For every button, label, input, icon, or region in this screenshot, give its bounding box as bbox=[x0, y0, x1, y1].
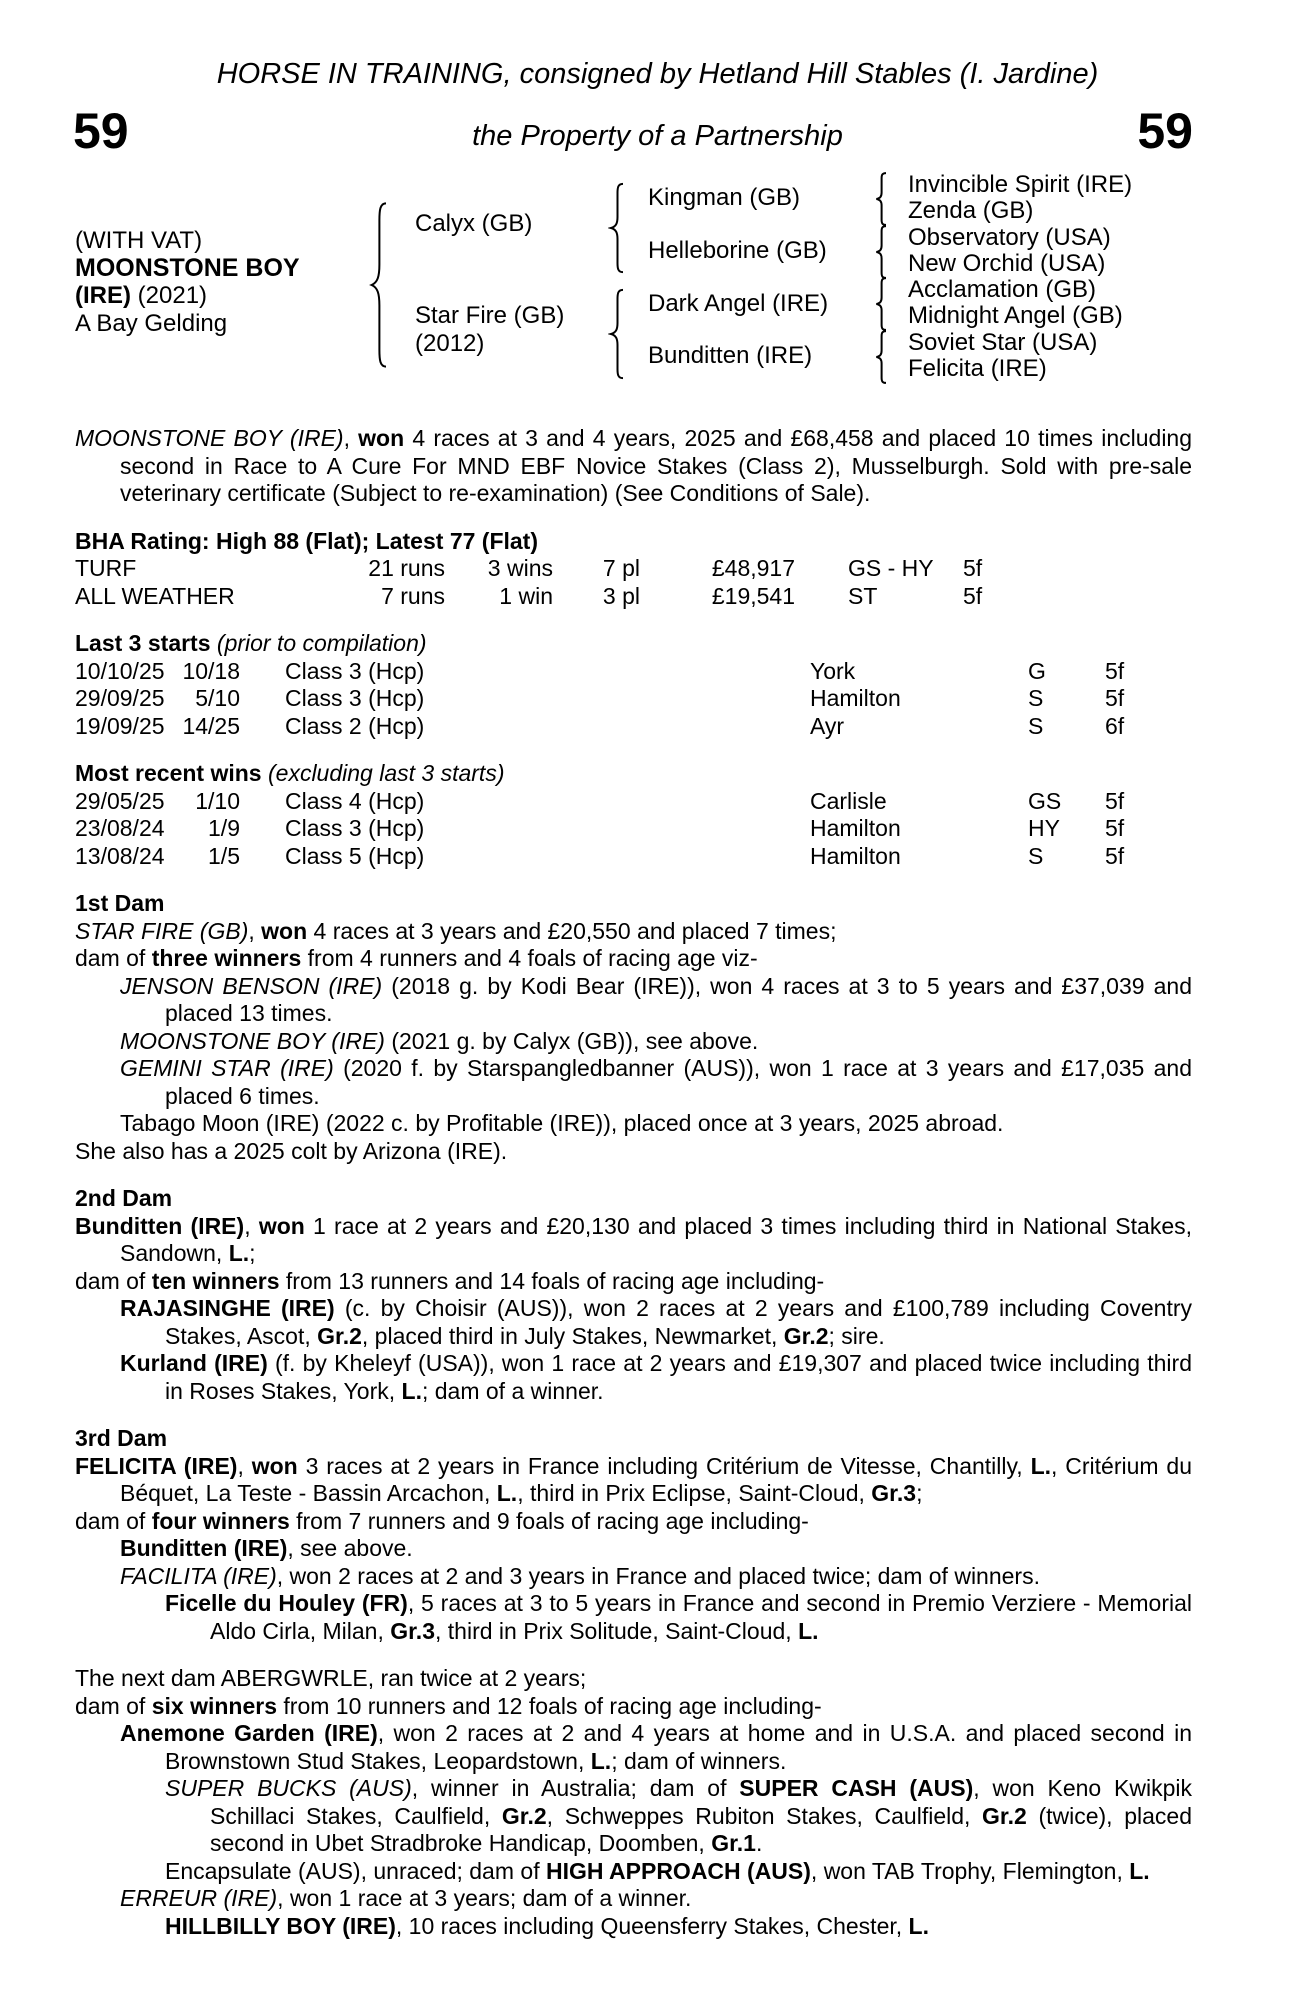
text-segment: dam of bbox=[75, 1507, 152, 1534]
catalogue-paragraph bbox=[75, 1028, 1192, 1056]
stats-earnings: £19,541 bbox=[711, 582, 795, 609]
text-segment: FACILITA (IRE) bbox=[120, 1562, 277, 1589]
section-heading-title: Last 3 starts bbox=[75, 630, 211, 656]
stats-distance: 5f bbox=[963, 555, 983, 581]
text-segment: (2020 f. by Starspangledbanner (AUS)), won 1 race at 3 years and £17,035 and placed 6 times. bbox=[165, 1055, 1192, 1109]
text-segment: ERREUR (IRE) bbox=[120, 1885, 278, 1911]
pedigree-dam-year: (2012) bbox=[415, 330, 485, 357]
pedigree-gen4-name: Felicita (IRE) bbox=[908, 355, 1047, 382]
catalogue-paragraph bbox=[75, 1563, 1192, 1591]
text-segment: , bbox=[244, 1212, 259, 1239]
text-segment: dam of bbox=[75, 1267, 152, 1294]
section-heading-note: (prior to compilation) bbox=[210, 630, 427, 656]
race-class: Class 3 (Hcp) bbox=[285, 657, 425, 684]
text-segment: , won TAB Trophy, Flemington, bbox=[810, 1857, 1130, 1884]
text-segment: , won 1 race at 3 years; dam of a winner. bbox=[277, 1885, 692, 1911]
catalogue-paragraph bbox=[75, 1693, 1192, 1721]
text-segment: , 5 races at 3 to 5 years in France and second in Premio Verziere - Memorial Aldo Cirla, Milan, bbox=[210, 1590, 1192, 1644]
stats-places: 3 pl bbox=[602, 582, 640, 609]
text-segment: 4 races at 3 years and £20,550 and placed 7 times; bbox=[307, 917, 837, 944]
catalogue-paragraph bbox=[75, 1295, 1192, 1350]
race-class: Class 5 (Hcp) bbox=[285, 842, 425, 869]
race-row bbox=[75, 843, 1192, 871]
text-segment: won bbox=[251, 1452, 298, 1479]
stats-runs: 7 runs bbox=[381, 582, 445, 609]
race-distance: 5f bbox=[1105, 787, 1125, 814]
stats-distance: 5f bbox=[963, 582, 983, 609]
section-heading bbox=[75, 528, 1192, 556]
catalogue-paragraph bbox=[75, 1535, 1192, 1563]
race-finish-position: 1/5 bbox=[208, 842, 240, 869]
pedigree-gen4-name: New Orchid (USA) bbox=[908, 250, 1106, 277]
text-segment: Gr.1 bbox=[711, 1830, 756, 1856]
text-segment: L. bbox=[1129, 1857, 1150, 1884]
race-going: GS bbox=[1028, 787, 1062, 814]
catalogue-paragraph bbox=[75, 425, 1192, 508]
text-segment: HILLBILLY BOY (IRE) bbox=[165, 1912, 396, 1939]
subject-description: A Bay Gelding bbox=[75, 310, 228, 337]
text-segment: , 10 races including Queensferry Stakes, Chester, bbox=[395, 1912, 909, 1939]
stats-going-range: GS - HY bbox=[848, 555, 934, 581]
text-segment: ; bbox=[249, 1240, 256, 1266]
race-finish-position: 5/10 bbox=[195, 685, 240, 711]
text-segment: The next dam ABERGWRLE, ran twice at 2 years; bbox=[75, 1665, 587, 1691]
race-distance: 5f bbox=[1105, 842, 1125, 869]
section-heading-title: 3rd Dam bbox=[75, 1425, 168, 1451]
text-segment: , won Keno Kwikpik Schillaci Stakes, Caulfield, bbox=[210, 1775, 1192, 1829]
pedigree-gen4-name: Acclamation (GB) bbox=[908, 276, 1097, 303]
race-date: 10/10/25 bbox=[75, 657, 165, 684]
catalogue-paragraph bbox=[75, 1350, 1192, 1405]
text-segment: , won 2 races at 2 and 3 years in France and placed twice; dam of winners. bbox=[276, 1562, 1040, 1589]
subject-name: MOONSTONE BOY bbox=[75, 254, 300, 282]
text-segment: dam of bbox=[75, 1692, 152, 1719]
section-heading bbox=[75, 890, 1192, 918]
race-finish-position: 1/10 bbox=[195, 787, 240, 814]
pedigree-sire-sire: Kingman (GB) bbox=[648, 184, 801, 211]
text-segment: ten winners bbox=[151, 1267, 280, 1294]
race-distance: 5f bbox=[1105, 685, 1125, 711]
pedigree-brace bbox=[874, 277, 890, 331]
lot-number-right: 59 bbox=[1137, 103, 1193, 159]
text-segment: , bbox=[237, 1452, 252, 1479]
catalogue-body bbox=[75, 425, 1192, 1940]
race-date: 23/08/24 bbox=[75, 815, 165, 841]
catalogue-paragraph bbox=[75, 1508, 1192, 1536]
text-segment: ; sire. bbox=[828, 1322, 885, 1349]
text-segment: (twice), placed second in Ubet Stradbroke Handicap, Doomben, bbox=[210, 1802, 1192, 1856]
catalogue-paragraph bbox=[75, 1665, 1192, 1693]
race-course: Ayr bbox=[810, 712, 845, 739]
text-segment: SUPER CASH (AUS) bbox=[739, 1775, 974, 1801]
race-course: Hamilton bbox=[810, 842, 901, 869]
text-segment: Encapsulate (AUS), unraced; dam of bbox=[165, 1857, 546, 1884]
pedigree-sire: Calyx (GB) bbox=[415, 210, 533, 237]
text-segment: , third in Prix Eclipse, Saint-Cloud, bbox=[517, 1480, 872, 1506]
pedigree-brace bbox=[368, 200, 392, 370]
text-segment: SUPER BUCKS (AUS) bbox=[165, 1775, 412, 1801]
section-heading bbox=[75, 760, 1192, 788]
catalogue-paragraph bbox=[75, 1138, 1192, 1166]
pedigree-dam-sire: Dark Angel (IRE) bbox=[648, 290, 829, 317]
text-segment: , see above. bbox=[287, 1535, 413, 1561]
text-segment: , Critérium du Béquet, La Teste - Bassin Arcachon, bbox=[120, 1452, 1192, 1506]
text-segment: (2018 g. by Kodi Bear (IRE)), won 4 races at 3 to 5 years and £37,039 and placed 13 times. bbox=[165, 972, 1192, 1026]
race-finish-position: 1/9 bbox=[208, 815, 240, 841]
stats-wins: 3 wins bbox=[487, 555, 553, 581]
section-heading-note: (excluding last 3 starts) bbox=[261, 760, 505, 786]
stats-runs: 21 runs bbox=[368, 555, 445, 581]
pedigree-sire-dam: Helleborine (GB) bbox=[648, 237, 827, 264]
stats-wins: 1 win bbox=[499, 582, 553, 609]
text-segment: Gr.2 bbox=[501, 1802, 547, 1829]
section-heading bbox=[75, 630, 1192, 658]
text-segment: Bunditten (IRE) bbox=[120, 1535, 288, 1561]
text-segment: L. bbox=[590, 1747, 612, 1774]
race-date: 19/09/25 bbox=[75, 712, 165, 739]
text-segment: four winners bbox=[151, 1507, 290, 1534]
race-distance: 6f bbox=[1105, 712, 1125, 739]
text-segment: FELICITA (IRE) bbox=[75, 1452, 238, 1479]
consignment-title: HORSE IN TRAINING, consigned by Hetland Hill Stables (I. Jardine) bbox=[216, 58, 1099, 90]
race-distance: 5f bbox=[1105, 815, 1125, 841]
section-heading-title: Most recent wins bbox=[75, 760, 262, 786]
text-segment: GEMINI STAR (IRE) bbox=[120, 1055, 334, 1081]
catalogue-paragraph bbox=[75, 1213, 1192, 1268]
text-segment: STAR FIRE (GB) bbox=[75, 917, 249, 944]
race-course: Carlisle bbox=[810, 787, 887, 814]
text-segment: ; dam of winners. bbox=[611, 1747, 787, 1774]
stats-row bbox=[75, 555, 1192, 583]
text-segment: from 7 runners and 9 foals of racing age including- bbox=[289, 1507, 809, 1534]
pedigree-dam-dam: Bunditten (IRE) bbox=[648, 342, 813, 369]
catalogue-paragraph bbox=[75, 1720, 1192, 1775]
text-segment: L. bbox=[798, 1617, 819, 1644]
pedigree-gen4-name: Zenda (GB) bbox=[908, 197, 1034, 224]
section-heading-title: BHA Rating: High 88 (Flat); Latest 77 (Flat) bbox=[75, 527, 538, 554]
text-segment: , placed third in July Stakes, Newmarket, bbox=[361, 1322, 784, 1349]
subject-year: (2021) bbox=[137, 282, 208, 309]
pedigree-gen4-name: Midnight Angel (GB) bbox=[908, 302, 1123, 329]
text-segment: 1 race at 2 years and £20,130 and placed 3 times including third in National Stakes, Sandown, bbox=[120, 1212, 1193, 1266]
catalogue-paragraph bbox=[75, 1590, 1192, 1645]
race-going: S bbox=[1028, 842, 1044, 869]
text-segment: , Schweppes Rubiton Stakes, Caulfield, bbox=[546, 1802, 983, 1829]
race-course: York bbox=[810, 657, 856, 684]
lot-number-left: 59 bbox=[73, 103, 129, 159]
race-going: S bbox=[1028, 685, 1044, 711]
text-segment: Anemone Garden (IRE) bbox=[120, 1720, 378, 1746]
race-going: S bbox=[1028, 712, 1044, 739]
race-distance: 5f bbox=[1105, 657, 1125, 684]
text-segment: 3 races at 2 years in France including Critérium de Vitesse, Chantilly, bbox=[297, 1452, 1031, 1479]
subject-suffix-year bbox=[75, 283, 207, 309]
text-segment: Gr.3 bbox=[390, 1617, 435, 1644]
race-class: Class 3 (Hcp) bbox=[285, 685, 425, 711]
property-line: the Property of a Partnership bbox=[472, 120, 843, 152]
pedigree-brace bbox=[608, 182, 628, 274]
text-segment: , bbox=[343, 425, 359, 451]
text-segment: , winner in Australia; dam of bbox=[411, 1775, 740, 1801]
race-row bbox=[75, 815, 1192, 843]
stats-surface: ALL WEATHER bbox=[75, 582, 235, 609]
race-class: Class 3 (Hcp) bbox=[285, 815, 425, 841]
stats-row bbox=[75, 583, 1192, 611]
text-segment: six winners bbox=[151, 1692, 277, 1719]
pedigree-brace bbox=[874, 225, 890, 279]
pedigree-dam: Star Fire (GB) bbox=[415, 302, 565, 329]
text-segment: three winners bbox=[151, 945, 302, 971]
catalogue-paragraph bbox=[75, 918, 1192, 946]
text-segment: (2021 g. by Calyx (GB)), see above. bbox=[384, 1027, 759, 1054]
section-heading bbox=[75, 1425, 1192, 1453]
stats-going-range: ST bbox=[848, 582, 878, 609]
catalogue-paragraph bbox=[75, 1055, 1192, 1110]
catalogue-paragraph bbox=[75, 973, 1192, 1028]
race-row bbox=[75, 658, 1192, 686]
text-segment: Bunditten (IRE) bbox=[75, 1212, 245, 1239]
pedigree-tree bbox=[0, 160, 1315, 430]
text-segment: L. bbox=[496, 1480, 518, 1506]
catalogue-paragraph bbox=[75, 1858, 1192, 1886]
text-segment: won bbox=[258, 1212, 305, 1239]
text-segment: from 13 runners and 14 foals of racing age including- bbox=[279, 1267, 825, 1294]
text-segment: RAJASINGHE (IRE) bbox=[120, 1295, 335, 1321]
text-segment: from 4 runners and 4 foals of racing age viz- bbox=[301, 945, 758, 971]
vat-note: (WITH VAT) bbox=[75, 227, 203, 254]
text-segment: ; dam of a winner. bbox=[421, 1377, 604, 1404]
text-segment: Gr.3 bbox=[871, 1480, 917, 1506]
catalogue-paragraph bbox=[75, 945, 1192, 973]
text-segment: L. bbox=[228, 1240, 250, 1266]
race-row bbox=[75, 788, 1192, 816]
race-date: 29/09/25 bbox=[75, 685, 165, 711]
section-heading-title: 1st Dam bbox=[75, 890, 165, 916]
catalogue-paragraph bbox=[75, 1268, 1192, 1296]
catalogue-paragraph bbox=[75, 1110, 1192, 1138]
text-segment: She also has a 2025 colt by Arizona (IRE). bbox=[75, 1137, 508, 1164]
text-segment: Tabago Moon (IRE) (2022 c. by Profitable (IRE)), placed once at 3 years, 2025 abroad. bbox=[120, 1110, 1004, 1136]
pedigree-brace bbox=[874, 330, 890, 384]
text-segment: dam of bbox=[75, 945, 152, 971]
stats-places: 7 pl bbox=[602, 555, 640, 581]
pedigree-gen4-name: Soviet Star (USA) bbox=[908, 329, 1098, 356]
text-segment: Gr.2 bbox=[982, 1802, 1027, 1829]
text-segment: won bbox=[358, 425, 405, 451]
text-segment: won bbox=[261, 917, 308, 944]
race-course: Hamilton bbox=[810, 685, 901, 711]
section-heading bbox=[75, 1185, 1192, 1213]
race-finish-position: 14/25 bbox=[182, 712, 240, 739]
text-segment: , third in Prix Solitude, Saint-Cloud, bbox=[435, 1617, 799, 1644]
catalogue-paragraph bbox=[75, 1913, 1192, 1941]
text-segment: L. bbox=[908, 1912, 929, 1939]
stats-surface: TURF bbox=[75, 555, 137, 581]
text-segment: , won 2 races at 2 and 4 years at home and in U.S.A. and placed second in Brownstown Stud Stakes, Leopardstown, bbox=[165, 1720, 1192, 1774]
text-segment: 4 races at 3 and 4 years, 2025 and £68,458 and placed 10 times including second in Race to A Cure For MND EBF Novice Stakes (Class 2), Musselburgh. Sold with pre-sale veterinary certificate (Subject to re-examination) (See Conditions of Sale). bbox=[120, 425, 1193, 506]
text-segment: MOONSTONE BOY (IRE) bbox=[120, 1027, 385, 1054]
text-segment: Ficelle du Houley (FR) bbox=[165, 1590, 408, 1616]
text-segment: , bbox=[248, 917, 262, 944]
race-course: Hamilton bbox=[810, 815, 901, 841]
text-segment: from 10 runners and 12 foals of racing age including- bbox=[277, 1692, 822, 1719]
text-segment: L. bbox=[1030, 1452, 1052, 1479]
pedigree-gen4-name: Invincible Spirit (IRE) bbox=[908, 171, 1133, 198]
text-segment: HIGH APPROACH (AUS) bbox=[545, 1857, 811, 1884]
stats-earnings: £48,917 bbox=[711, 555, 795, 581]
race-going: HY bbox=[1028, 815, 1060, 841]
text-segment: JENSON BENSON (IRE) bbox=[120, 972, 383, 999]
text-segment: Gr.2 bbox=[783, 1322, 829, 1349]
catalogue-paragraph bbox=[75, 1885, 1192, 1913]
race-class: Class 4 (Hcp) bbox=[285, 787, 425, 814]
race-finish-position: 10/18 bbox=[182, 657, 240, 684]
race-row bbox=[75, 685, 1192, 713]
race-going: G bbox=[1028, 657, 1046, 684]
text-segment: MOONSTONE BOY (IRE) bbox=[75, 425, 344, 451]
text-segment: Kurland (IRE) bbox=[120, 1350, 268, 1376]
text-segment: ; bbox=[916, 1480, 923, 1506]
text-segment: Gr.2 bbox=[317, 1322, 362, 1349]
subject-suffix: (IRE) bbox=[75, 282, 131, 309]
catalogue-paragraph bbox=[75, 1775, 1192, 1858]
pedigree-brace bbox=[608, 288, 628, 380]
section-heading-title: 2nd Dam bbox=[75, 1185, 173, 1211]
pedigree-gen4-name: Observatory (USA) bbox=[908, 224, 1111, 251]
race-row bbox=[75, 713, 1192, 741]
text-segment: (c. by Choisir (AUS)), won 2 races at 2 years and £100,789 including Coventry Stakes, Ascot, bbox=[165, 1295, 1192, 1349]
race-class: Class 2 (Hcp) bbox=[285, 712, 425, 739]
pedigree-brace bbox=[874, 172, 890, 226]
catalogue-paragraph bbox=[75, 1453, 1192, 1508]
race-date: 13/08/24 bbox=[75, 842, 165, 869]
text-segment: . bbox=[755, 1830, 763, 1856]
race-date: 29/05/25 bbox=[75, 787, 165, 814]
text-segment: (f. by Kheleyf (USA)), won 1 race at 2 years and £19,307 and placed twice including third in Roses Stakes, York, bbox=[165, 1350, 1192, 1404]
text-segment: L. bbox=[401, 1377, 422, 1404]
